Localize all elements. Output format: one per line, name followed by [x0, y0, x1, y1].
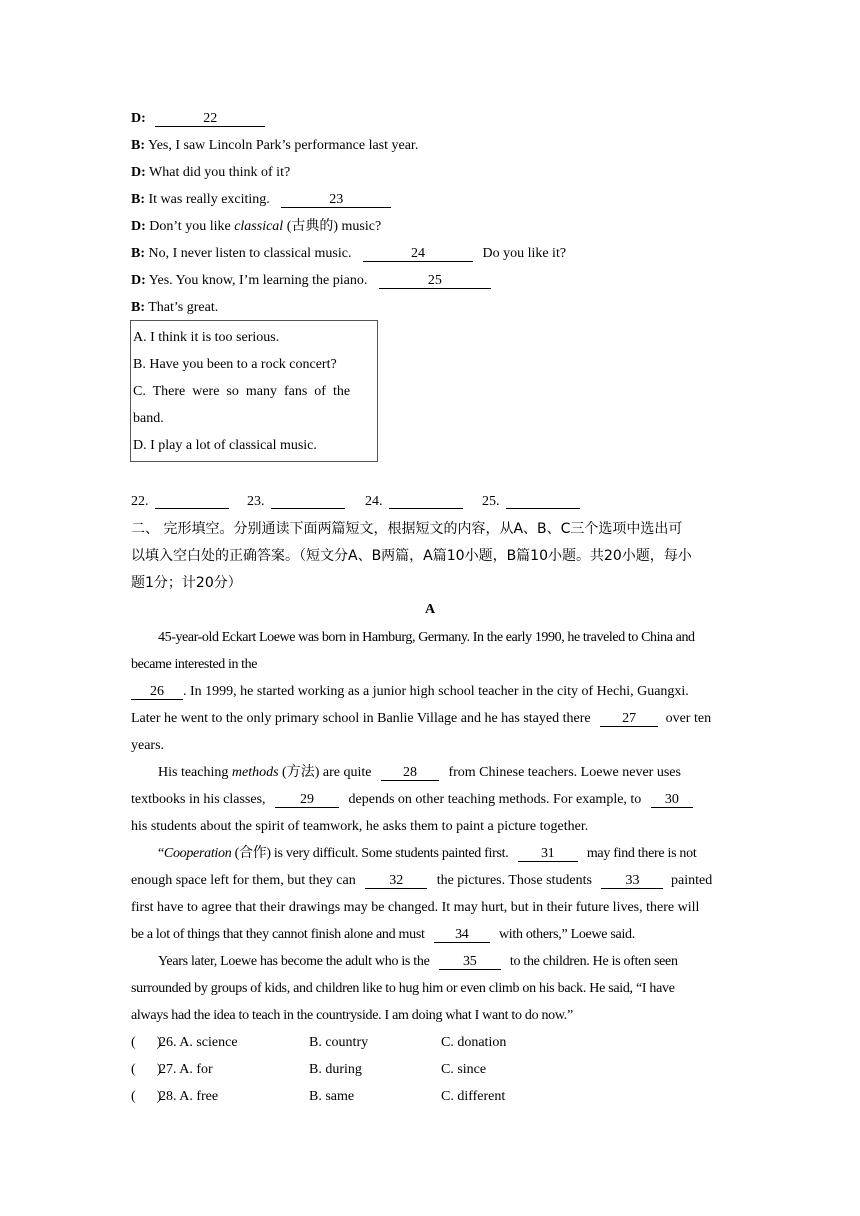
section-instructions-1: 二、 完形填空。分别通读下面两篇短文，根据短文的内容，从A、B、C三个选项中选出可: [131, 521, 683, 537]
passage-text: Later he went to the only primary school in Banlie Village and he has stayed there: [131, 711, 591, 726]
passage-text: painted: [670, 873, 713, 888]
answer-line[interactable]: [506, 494, 580, 509]
answer-line[interactable]: [271, 494, 345, 509]
dialogue-text: Don’t you like: [149, 219, 235, 234]
answer-slot-25[interactable]: [482, 494, 580, 510]
dialogue-line-5: [131, 218, 381, 236]
option-b: B. Have you been to a rock concert?: [133, 357, 337, 372]
option-d: D. I play a lot of classical music.: [133, 438, 317, 453]
passage-line: [158, 764, 681, 782]
passage-italic: methods: [231, 765, 279, 780]
blank-27: 27: [600, 711, 658, 727]
blank-26: 26: [131, 684, 183, 700]
answer-label: 25.: [482, 494, 500, 509]
answer-paren[interactable]: ( ): [131, 1035, 162, 1050]
dialogue-line-6: [131, 245, 566, 263]
dialogue-line-3: [131, 164, 290, 182]
blank-34: 34: [434, 927, 490, 943]
blank-23: 23: [281, 192, 391, 208]
option-c-cont: band.: [133, 411, 164, 426]
passage-line: his students about the spirit of teamwork, he asks them to paint a picture together.: [131, 819, 589, 834]
dialogue-text: Yes. You know, I’m learning the piano.: [148, 273, 368, 288]
option-box: [130, 320, 378, 462]
passage-line: [158, 953, 678, 971]
dialogue-line-7: [131, 272, 491, 290]
blank-25: 25: [379, 273, 491, 289]
dialogue-line-2: [131, 137, 418, 155]
blank-31: 31: [518, 846, 578, 862]
choice-b[interactable]: B. during: [309, 1062, 362, 1077]
blank-24: 24: [363, 246, 473, 262]
passage-text: enough space left for them, but they can: [131, 873, 356, 888]
dialogue-text-post: Do you like it?: [482, 246, 567, 261]
dialogue-text: That’s great.: [148, 300, 219, 315]
blank-33: 33: [601, 873, 663, 889]
passage-text: be a lot of things that they cannot finish alone and must: [131, 927, 425, 942]
answer-slot-24[interactable]: [365, 494, 463, 510]
dialogue-text: What did you think of it?: [149, 165, 291, 180]
speaker-label: D:: [131, 111, 146, 126]
blank-28: 28: [381, 765, 439, 781]
passage-line: became interested in the: [131, 657, 258, 672]
passage-text: . In 1999, he started working as a junior high school teacher in the city of Hechi, Guangxi.: [183, 684, 689, 699]
passage-text: textbooks in his classes,: [131, 792, 266, 807]
section-instructions-3: 题1分；计20分）: [131, 575, 242, 591]
passage-text: over ten: [665, 711, 712, 726]
speaker-label: D:: [131, 165, 146, 180]
answer-paren[interactable]: ( ): [131, 1089, 162, 1104]
speaker-label: B:: [131, 192, 145, 207]
passage-line: [131, 926, 635, 944]
choice-c[interactable]: C. since: [441, 1062, 487, 1077]
choice-b[interactable]: B. same: [309, 1089, 355, 1104]
answer-label: 22.: [131, 494, 149, 509]
passage-text: the pictures. Those students: [436, 873, 592, 888]
choice-a[interactable]: 28. A. free: [159, 1089, 219, 1104]
passage-italic: Cooperation: [163, 846, 232, 861]
blank-29: 29: [275, 792, 339, 808]
choice-a[interactable]: 26. A. science: [159, 1035, 238, 1050]
dialogue-text: It was really exciting.: [148, 192, 270, 207]
answer-label: 24.: [365, 494, 383, 509]
blank-35: 35: [439, 954, 501, 970]
passage-line: years.: [131, 738, 165, 753]
passage-text: from Chinese teachers. Loewe never uses: [448, 765, 681, 780]
option-c: C. There were so many fans of the: [133, 384, 351, 399]
passage-line: [131, 791, 693, 809]
dialogue-text-2: (古典的) music?: [283, 219, 382, 234]
choice-c[interactable]: C. donation: [441, 1035, 507, 1050]
dialogue-text: No, I never listen to classical music.: [148, 246, 352, 261]
speaker-label: B:: [131, 246, 145, 261]
answer-slot-23[interactable]: [247, 494, 345, 510]
blank-32: 32: [365, 873, 427, 889]
passage-line: [131, 872, 712, 890]
passage-text: (方法) are quite: [278, 765, 372, 780]
speaker-label: B:: [131, 300, 145, 315]
passage-text: with others,” Loewe said.: [498, 927, 635, 942]
blank-22: 22: [155, 111, 265, 127]
passage-text: “: [158, 846, 164, 861]
blank-30: 30: [651, 792, 693, 808]
dialogue-text: Yes, I saw Lincoln Park’s performance last year.: [147, 138, 419, 153]
passage-text: to the children. He is often seen: [509, 954, 678, 969]
passage-line: 45-year-old Eckart Loewe was born in Hamburg, Germany. In the early 1990, he traveled to China and: [158, 630, 695, 645]
answer-paren[interactable]: ( ): [131, 1062, 162, 1077]
section-instructions-2: 以填入空白处的正确答案。（短文分A、B两篇，A篇10小题，B篇10小题。共20小题，每小: [131, 548, 692, 564]
speaker-label: D:: [131, 273, 146, 288]
passage-line: [131, 710, 711, 728]
choice-c[interactable]: C. different: [441, 1089, 506, 1104]
passage-line: first have to agree that their drawings may be changed. It may hurt, but in their future lives, there will: [131, 900, 700, 915]
speaker-label: B:: [131, 138, 145, 153]
passage-text: (合作) is very difficult. Some students painted first.: [231, 846, 509, 861]
passage-line: [158, 845, 696, 863]
dialogue-line-4: [131, 191, 391, 209]
passage-title: A: [424, 602, 436, 617]
passage-text: depends on other teaching methods. For example, to: [348, 792, 642, 807]
answer-line[interactable]: [155, 494, 229, 509]
speaker-label: D:: [131, 219, 146, 234]
answer-slot-22[interactable]: [131, 494, 229, 510]
passage-text: His teaching: [158, 765, 232, 780]
passage-text: may find there is not: [586, 846, 697, 861]
answer-line[interactable]: [389, 494, 463, 509]
dialogue-italic: classical: [234, 219, 284, 234]
choice-b[interactable]: B. country: [309, 1035, 369, 1050]
passage-line: always had the idea to teach in the countryside. I am doing what I want to do now.”: [131, 1008, 573, 1023]
choice-a[interactable]: 27. A. for: [159, 1062, 213, 1077]
dialogue-line-1: [131, 110, 265, 128]
option-a: A. I think it is too serious.: [133, 330, 280, 345]
dialogue-line-8: [131, 299, 218, 317]
passage-line: [131, 683, 689, 701]
passage-text: Years later, Loewe has become the adult who is the: [158, 954, 430, 969]
answer-label: 23.: [247, 494, 265, 509]
passage-line: surrounded by groups of kids, and children like to hug him or even climb on his back. He said, “I have: [131, 981, 675, 996]
